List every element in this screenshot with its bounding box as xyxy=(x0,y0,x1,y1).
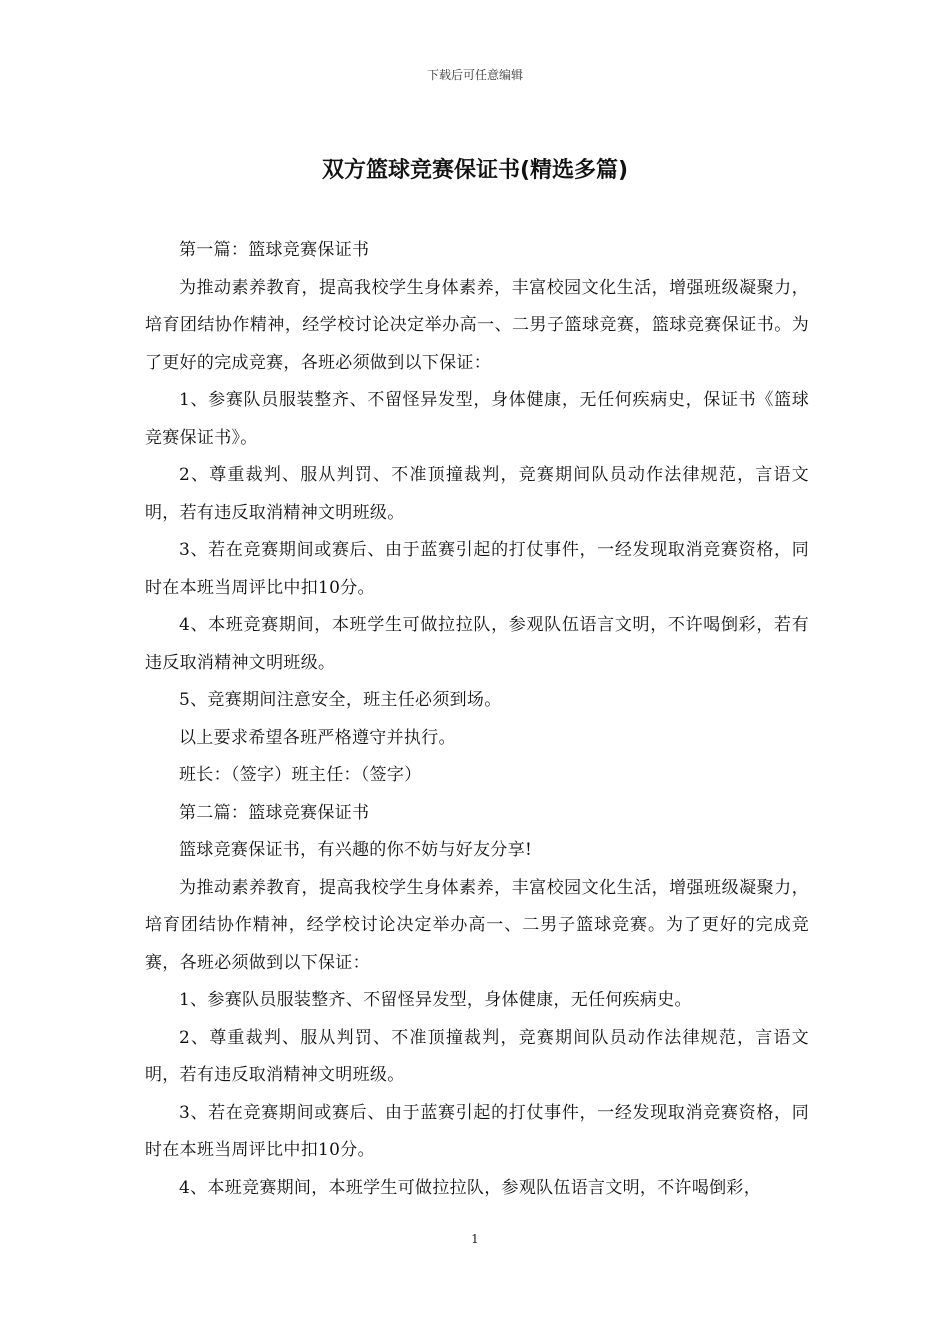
page-number: 1 xyxy=(471,1232,479,1246)
signature-line: 班长：（签字）班主任：（签字） xyxy=(179,765,422,785)
list-item: 2、尊重裁判、服从判罚、不准顶撞裁判，竞赛期间队员动作法律规范，言语文明，若有违反取消精神文明班级。 xyxy=(145,465,809,523)
list-item: 2、尊重裁判、服从判罚、不准顶撞裁判，竞赛期间队员动作法律规范，言语文明，若有违反取消精神文明班级。 xyxy=(145,1027,809,1085)
section-heading-2: 第二篇：篮球竞赛保证书 xyxy=(179,802,370,823)
paragraph: 为推动素养教育，提高我校学生身体素养，丰富校园文化生活，增强班级凝聚力，培育团结协作精神，经学校讨论决定举办高一、二男子篮球竞赛。为了更好的完成竞赛，各班必须做到以下保证： xyxy=(145,877,809,973)
list-item: 3、若在竞赛期间或赛后、由于蓝赛引起的打仗事件，一经发现取消竞赛资格，同时在本班当周评比中扣10分。 xyxy=(145,540,809,598)
list-item: 3、若在竞赛期间或赛后、由于蓝赛引起的打仗事件，一经发现取消竞赛资格，同时在本班当周评比中扣10分。 xyxy=(145,1102,809,1160)
list-item: 4、本班竞赛期间，本班学生可做拉拉队，参观队伍语言文明，不许喝倒彩，若有违反取消精神文明班级。 xyxy=(145,615,809,673)
list-item: 5、竞赛期间注意安全，班主任必须到场。 xyxy=(179,690,502,710)
paragraph: 以上要求希望各班严格遵守并执行。 xyxy=(179,727,456,748)
section-heading-1: 第一篇：篮球竞赛保证书 xyxy=(179,240,370,260)
list-item: 1、参赛队员服装整齐、不留怪异发型，身体健康，无任何疾病史，保证书《篮球竞赛保证书》。 xyxy=(145,390,809,448)
paragraph: 篮球竞赛保证书，有兴趣的你不妨与好友分享! xyxy=(179,840,533,860)
header-note: 下载后可任意编辑 xyxy=(426,68,523,82)
list-item: 4、本班竞赛期间，本班学生可做拉拉队，参观队伍语言文明，不许喝倒彩， xyxy=(179,1177,762,1198)
list-item: 1、参赛队员服装整齐、不留怪异发型，身体健康，无任何疾病史。 xyxy=(179,990,692,1010)
document-body xyxy=(145,232,809,1207)
paragraph: 为推动素养教育，提高我校学生身体素养，丰富校园文化生活，增强班级凝聚力，培育团结协作精神，经学校讨论决定举办高一、二男子篮球竞赛，篮球竞赛保证书。为了更好的完成竞赛，各班必须做到以下保证： xyxy=(145,277,809,373)
document-title: 双方篮球竞赛保证书(精选多篇) xyxy=(321,158,629,183)
